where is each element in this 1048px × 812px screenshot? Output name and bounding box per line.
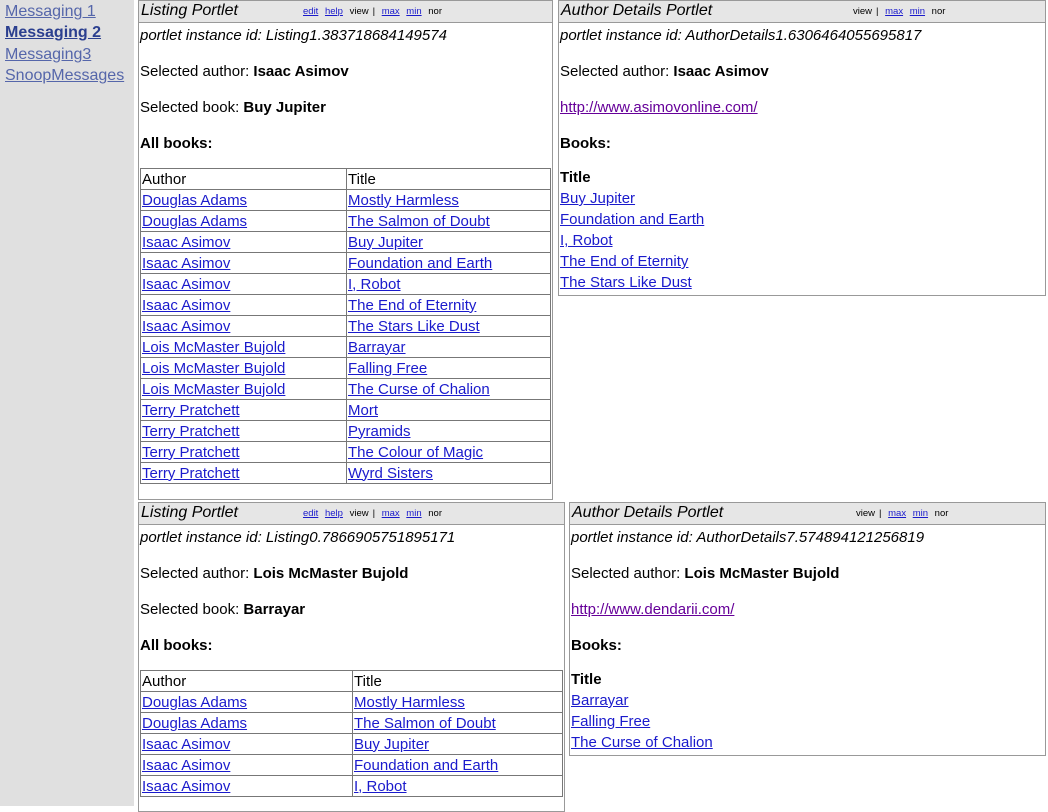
title-cell <box>347 190 551 211</box>
help-link[interactable]: help <box>324 6 343 17</box>
table-row <box>141 358 551 379</box>
selected-author-value: Lois McMaster Bujold <box>253 565 409 582</box>
table-row <box>141 295 551 316</box>
author-link[interactable]: Isaac Asimov <box>142 296 231 314</box>
book-link[interactable]: Pyramids <box>348 422 411 440</box>
selected-book <box>140 599 563 620</box>
title-cell <box>347 274 551 295</box>
author-book-list <box>560 188 1044 293</box>
table-row <box>141 253 551 274</box>
selected-author-value: Lois McMaster Bujold <box>684 565 840 582</box>
book-link[interactable]: Falling Free <box>571 713 651 730</box>
author-cell <box>141 692 353 713</box>
portlet-instance-id: portlet instance id: Listing0.7866905751895171 <box>140 529 456 546</box>
author-website-link[interactable]: http://www.dendarii.com/ <box>571 601 735 618</box>
author-link[interactable]: Terry Pratchett <box>142 443 240 461</box>
author-column-header: Author <box>141 169 347 190</box>
table-row <box>141 692 563 713</box>
selected-author-label: Selected author: <box>140 63 250 80</box>
author-link[interactable]: Lois McMaster Bujold <box>142 380 286 398</box>
all-books-heading: All books: <box>140 637 213 654</box>
selected-book-value: Buy Jupiter <box>243 99 326 116</box>
book-link[interactable]: The End of Eternity <box>560 253 689 270</box>
author-cell <box>141 190 347 211</box>
table-row <box>141 713 563 734</box>
author-cell <box>141 379 347 400</box>
author-link[interactable]: Terry Pratchett <box>142 422 240 440</box>
separator: | <box>372 6 376 17</box>
author-link[interactable]: Isaac Asimov <box>142 756 231 774</box>
author-cell <box>141 442 347 463</box>
view-label: view <box>349 508 369 519</box>
author-cell <box>141 463 347 484</box>
title-column-header: Title <box>571 671 602 688</box>
author-link[interactable]: Douglas Adams <box>142 714 248 732</box>
separator: | <box>879 508 882 519</box>
author-cell <box>141 421 347 442</box>
author-link[interactable]: Lois McMaster Bujold <box>142 338 286 356</box>
table-row <box>141 734 563 755</box>
portlet-controls <box>854 508 950 519</box>
author-cell <box>141 755 353 776</box>
selected-author <box>571 563 1044 584</box>
table-row <box>141 316 551 337</box>
navigation-sidebar <box>0 0 134 806</box>
table-row <box>141 379 551 400</box>
title-cell <box>353 713 563 734</box>
table-row <box>141 211 551 232</box>
author-cell <box>141 316 347 337</box>
portlet-title: Listing Portlet <box>141 504 238 521</box>
author-link[interactable]: Douglas Adams <box>142 212 248 230</box>
books-table <box>140 670 563 797</box>
author-link[interactable]: Isaac Asimov <box>142 233 231 251</box>
author-cell <box>141 734 353 755</box>
table-row <box>141 400 551 421</box>
book-link[interactable]: Buy Jupiter <box>354 735 430 753</box>
book-link[interactable]: The Stars Like Dust <box>348 317 480 335</box>
title-cell <box>353 776 563 797</box>
book-link[interactable]: The Curse of Chalion <box>571 734 713 751</box>
portlet-title: Author Details Portlet <box>561 2 713 19</box>
author-link[interactable]: Isaac Asimov <box>142 735 231 753</box>
book-link[interactable]: I, Robot <box>348 275 401 293</box>
selected-author-value: Isaac Asimov <box>673 63 769 80</box>
author-cell <box>141 400 347 421</box>
author-website-link[interactable]: http://www.asimovonline.com/ <box>560 99 758 116</box>
book-link[interactable]: Foundation and Earth <box>354 756 499 774</box>
book-link[interactable]: Wyrd Sisters <box>348 464 433 482</box>
portlet-title: Author Details Portlet <box>572 504 724 521</box>
books-heading: Books: <box>560 135 611 152</box>
selected-author <box>560 61 1044 82</box>
max-link[interactable]: max <box>381 6 400 17</box>
author-link[interactable]: Douglas Adams <box>142 191 248 209</box>
max-link[interactable]: max <box>885 6 904 17</box>
title-cell <box>347 337 551 358</box>
separator: | <box>876 6 879 17</box>
title-cell <box>353 734 563 755</box>
nav-item-snoopmessages[interactable]: SnoopMessages <box>5 67 125 84</box>
author-link[interactable]: Isaac Asimov <box>142 317 231 335</box>
author-link[interactable]: Isaac Asimov <box>142 275 231 293</box>
book-link[interactable]: The Curse of Chalion <box>348 380 490 398</box>
table-row <box>141 274 551 295</box>
nor-label: nor <box>931 6 946 17</box>
table-row <box>141 755 563 776</box>
min-link[interactable]: min <box>912 508 929 519</box>
view-label: view <box>856 508 876 519</box>
table-row <box>141 190 551 211</box>
portlet-instance-id: portlet instance id: AuthorDetails7.574894121256819 <box>571 529 925 546</box>
all-books-heading: All books: <box>140 135 213 152</box>
title-cell <box>347 253 551 274</box>
author-cell <box>141 358 347 379</box>
book-link[interactable]: Mort <box>348 401 378 419</box>
book-link[interactable]: The Colour of Magic <box>348 443 484 461</box>
portlet-title-bar <box>570 503 1045 525</box>
nav-item-messaging3[interactable]: Messaging3 <box>5 46 92 63</box>
book-link[interactable]: Mostly Harmless <box>348 191 459 209</box>
table-row <box>141 337 551 358</box>
title-cell <box>347 316 551 337</box>
book-link[interactable]: Falling Free <box>348 359 428 377</box>
author-cell <box>141 232 347 253</box>
max-link[interactable]: max <box>888 508 907 519</box>
selected-author-value: Isaac Asimov <box>253 63 349 80</box>
portlet-instance-id: portlet instance id: AuthorDetails1.6306464055695817 <box>560 27 922 44</box>
title-cell <box>353 755 563 776</box>
portlet-instance-id: portlet instance id: Listing1.383718684149574 <box>140 27 447 44</box>
portlet-controls <box>851 6 947 17</box>
portlet-title-bar <box>559 1 1045 23</box>
author-link[interactable]: Douglas Adams <box>142 693 248 711</box>
book-link[interactable]: The Stars Like Dust <box>560 274 692 291</box>
portlet-controls <box>301 6 444 17</box>
title-column-header: Title <box>347 169 551 190</box>
portlet-title: Listing Portlet <box>141 2 238 19</box>
author-cell <box>141 337 347 358</box>
listing-portlet-1 <box>138 0 553 500</box>
author-cell <box>141 776 353 797</box>
nor-label: nor <box>934 508 949 519</box>
table-row <box>141 442 551 463</box>
selected-book <box>140 97 551 118</box>
portlet-controls <box>301 508 444 519</box>
author-link[interactable]: Terry Pratchett <box>142 464 240 482</box>
book-link[interactable]: Foundation and Earth <box>348 254 493 272</box>
author-link[interactable]: Isaac Asimov <box>142 254 231 272</box>
min-link[interactable]: min <box>909 6 926 17</box>
title-cell <box>347 232 551 253</box>
view-label: view <box>853 6 873 17</box>
author-cell <box>141 713 353 734</box>
author-details-portlet-1 <box>558 0 1046 296</box>
selected-book-value: Barrayar <box>243 601 306 618</box>
edit-link[interactable]: edit <box>303 508 319 519</box>
title-column-header: Title <box>353 671 563 692</box>
book-link[interactable]: Barrayar <box>348 338 406 356</box>
book-link[interactable]: Buy Jupiter <box>560 190 636 207</box>
selected-author-label: Selected author: <box>571 565 681 582</box>
selected-author-label: Selected author: <box>140 565 250 582</box>
author-column-header: Author <box>141 671 353 692</box>
author-cell <box>141 295 347 316</box>
author-cell <box>141 211 347 232</box>
selected-book-label: Selected book: <box>140 601 240 618</box>
book-link[interactable]: Barrayar <box>571 692 629 709</box>
book-link[interactable]: Foundation and Earth <box>560 211 705 228</box>
books-table <box>140 168 551 484</box>
portlet-title-bar <box>139 503 564 525</box>
max-link[interactable]: max <box>381 508 400 519</box>
nav-item-messaging-2[interactable]: Messaging 2 <box>5 24 102 41</box>
nor-label: nor <box>428 6 442 17</box>
min-link[interactable]: min <box>406 6 422 17</box>
author-link[interactable]: Lois McMaster Bujold <box>142 359 286 377</box>
book-link[interactable]: The Salmon of Doubt <box>348 212 490 230</box>
author-link[interactable]: Terry Pratchett <box>142 401 240 419</box>
title-cell <box>347 379 551 400</box>
nor-label: nor <box>428 508 442 519</box>
title-cell <box>347 211 551 232</box>
author-cell <box>141 274 347 295</box>
nav-item-messaging-1[interactable]: Messaging 1 <box>5 3 96 20</box>
selected-author-label: Selected author: <box>560 63 670 80</box>
author-book-list <box>571 690 1044 753</box>
title-cell <box>347 400 551 421</box>
edit-link[interactable]: edit <box>303 6 319 17</box>
view-label: view <box>349 6 369 17</box>
table-row <box>141 421 551 442</box>
title-cell <box>347 442 551 463</box>
title-cell <box>347 463 551 484</box>
selected-author <box>140 563 563 584</box>
separator: | <box>372 508 376 519</box>
help-link[interactable]: help <box>324 508 343 519</box>
selected-book-label: Selected book: <box>140 99 240 116</box>
table-row <box>141 463 551 484</box>
author-cell <box>141 253 347 274</box>
title-cell <box>353 692 563 713</box>
book-link[interactable]: The End of Eternity <box>348 296 477 314</box>
book-link[interactable]: I, Robot <box>354 777 407 795</box>
min-link[interactable]: min <box>406 508 422 519</box>
book-link[interactable]: I, Robot <box>560 232 613 249</box>
book-link[interactable]: Mostly Harmless <box>354 693 465 711</box>
books-heading: Books: <box>571 637 622 654</box>
title-cell <box>347 421 551 442</box>
listing-portlet-2 <box>138 502 565 812</box>
selected-author <box>140 61 551 82</box>
table-row <box>141 776 563 797</box>
book-link[interactable]: The Salmon of Doubt <box>354 714 496 732</box>
portlet-title-bar <box>139 1 552 23</box>
title-cell <box>347 295 551 316</box>
title-cell <box>347 358 551 379</box>
author-details-portlet-2 <box>569 502 1046 756</box>
author-link[interactable]: Isaac Asimov <box>142 777 231 795</box>
table-row <box>141 232 551 253</box>
title-column-header: Title <box>560 169 591 186</box>
book-link[interactable]: Buy Jupiter <box>348 233 424 251</box>
